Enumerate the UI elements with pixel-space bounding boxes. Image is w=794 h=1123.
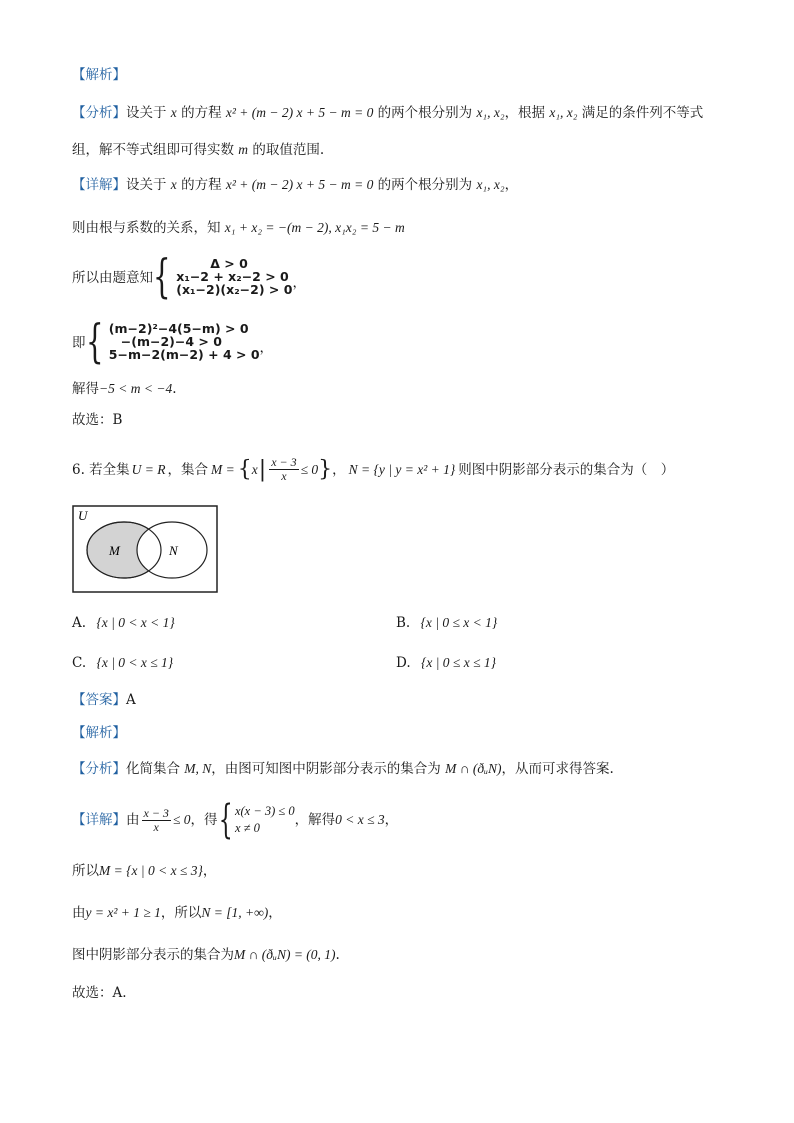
option-letter: A. xyxy=(72,615,87,631)
option-a[interactable] xyxy=(72,614,175,632)
text: 的取值范围. xyxy=(252,142,325,158)
question-6-stem xyxy=(72,456,674,483)
text: ， xyxy=(504,177,519,193)
solve-line xyxy=(72,380,177,398)
system-line: (m−2)²−4(5−m) > 0 xyxy=(108,320,249,336)
text: 6. 若全集 xyxy=(72,461,130,478)
text: ， xyxy=(384,812,399,828)
roots: x₁, x₂ xyxy=(476,105,505,120)
fenxi-tag: 【分析】 xyxy=(72,105,126,121)
venn-diagram xyxy=(72,505,218,593)
system-line: x ≠ 0 xyxy=(234,821,260,835)
bar: | xyxy=(258,456,267,482)
text: 解得 xyxy=(72,381,99,397)
left-brace: { xyxy=(85,314,104,368)
left-brace: { xyxy=(153,249,171,303)
text: 的两个根分别为 xyxy=(377,105,473,121)
option-letter: D. xyxy=(396,655,411,671)
option-set: {x | 0 < x < 1} xyxy=(96,615,175,630)
text: 的方程 xyxy=(181,177,222,193)
condition: ≤ 0 xyxy=(300,461,319,477)
text: ， xyxy=(259,340,274,356)
vieta-equation: x₁ + x₂ = −(m − 2), x₁x₂ = 5 − m xyxy=(224,220,405,235)
option-set: {x | 0 ≤ x ≤ 1} xyxy=(420,655,496,670)
solution: −5 < m < −4 xyxy=(99,381,173,396)
final-set: M ∩ (ðᵤN) = (0, 1) xyxy=(234,947,336,962)
analysis-line-2 xyxy=(72,141,324,159)
text: 所以 xyxy=(72,863,99,879)
option-letter: C. xyxy=(72,655,87,671)
text: 满足的条件列不等式 xyxy=(581,105,704,121)
text: ，得 xyxy=(190,812,218,828)
var-m: m xyxy=(238,142,249,157)
system-1 xyxy=(72,249,306,303)
sets-MN: M, N xyxy=(184,761,212,776)
system-line: Δ > 0 xyxy=(210,255,248,271)
denominator: x xyxy=(281,469,287,483)
text: ，集合 xyxy=(167,461,209,478)
label-M: M xyxy=(109,543,120,558)
equation: x² + (m − 2) x + 5 − m = 0 xyxy=(225,105,374,120)
q6-detail-line-3 xyxy=(72,904,282,922)
text: 设关于 xyxy=(126,105,167,121)
analysis-line-1 xyxy=(72,104,703,122)
range-inequality: y = x² + 1 ≥ 1 xyxy=(85,905,161,920)
text: 由 xyxy=(72,905,86,921)
system-line: −(m−2)−4 > 0 xyxy=(120,333,222,349)
text: 设关于 xyxy=(126,177,167,193)
text: ，从而可求得答案. xyxy=(501,761,614,777)
option-set: {x | 0 < x ≤ 1} xyxy=(96,655,174,670)
text: . xyxy=(335,947,340,963)
detail-line-1 xyxy=(72,176,518,194)
set-M-label: M = xyxy=(211,461,235,477)
label-N: N xyxy=(169,543,178,558)
system-line: 5−m−2(m−2) + 4 > 0 xyxy=(108,346,260,362)
condition: ≤ 0 xyxy=(172,812,191,827)
text: ， xyxy=(268,905,282,921)
roots: x₁, x₂ xyxy=(549,105,578,120)
q6-detail-line-4 xyxy=(72,946,340,964)
text: . xyxy=(172,381,177,397)
numerator: x − 3 xyxy=(271,455,297,469)
fraction xyxy=(269,456,298,483)
var-x: x xyxy=(170,105,177,120)
left-brace: { xyxy=(219,797,234,843)
system-line: (x₁−2)(x₂−2) > 0 xyxy=(176,281,293,297)
choice-line: 故选：B xyxy=(72,412,123,428)
text: 的两个根分别为 xyxy=(377,177,473,193)
answer-tag: 【答案】 xyxy=(72,692,126,708)
answer-line xyxy=(72,691,136,709)
option-set: {x | 0 ≤ x < 1} xyxy=(420,615,498,630)
text: 即 xyxy=(72,335,86,351)
option-d[interactable] xyxy=(396,654,496,672)
text: ， xyxy=(332,461,346,478)
answer-value: A xyxy=(126,692,136,708)
brace: } xyxy=(318,456,333,482)
numerator: x − 3 xyxy=(143,805,169,820)
text: 则图中阴影部分表示的集合为（ ） xyxy=(458,461,675,478)
text: 所以由题意知 xyxy=(72,270,153,286)
brace: { xyxy=(237,456,252,482)
denominator: x xyxy=(153,819,159,834)
analysis-tag: 【解析】 xyxy=(72,725,126,741)
text: 组，解不等式组即可得实数 xyxy=(72,142,234,158)
text: ， xyxy=(292,275,306,291)
label-U: U xyxy=(78,508,88,523)
set-N: N = {y | y = x² + 1} xyxy=(348,461,456,477)
set-M-result: M = {x | 0 < x ≤ 3} xyxy=(99,863,203,878)
q6-detail-line-2 xyxy=(72,862,216,880)
system-2 xyxy=(72,314,274,368)
option-letter: B. xyxy=(396,615,411,631)
text: ，由图可知图中阴影部分表示的集合为 xyxy=(211,761,441,777)
text: 由 xyxy=(126,812,140,828)
system-lines xyxy=(176,257,292,296)
analysis-tag: 【解析】 xyxy=(72,67,126,83)
equation: x² + (m − 2) x + 5 − m = 0 xyxy=(225,177,374,192)
xiangjie-tag: 【详解】 xyxy=(72,812,126,828)
fraction xyxy=(142,807,171,834)
var-x: x xyxy=(251,461,258,477)
system-line: x(x − 3) ≤ 0 xyxy=(234,804,295,818)
q6-detail-line-1 xyxy=(72,797,399,843)
shaded-expression: M ∩ (ðᵤN) xyxy=(445,761,502,776)
system-line: x₁−2 + x₂−2 > 0 xyxy=(176,268,289,284)
text: ，所以 xyxy=(160,905,202,921)
option-c[interactable] xyxy=(72,654,173,672)
system-lines xyxy=(235,803,295,837)
text: ，根据 xyxy=(504,105,546,121)
xiangjie-tag: 【详解】 xyxy=(72,177,126,193)
text: 化简集合 xyxy=(126,761,180,777)
fenxi-tag: 【分析】 xyxy=(72,761,126,777)
system-lines xyxy=(109,322,260,361)
set-N-result: N = [1, +∞) xyxy=(201,905,269,920)
text: 则由根与系数的关系，知 xyxy=(72,220,221,236)
text: 图中阴影部分表示的集合为 xyxy=(72,947,234,963)
roots: x₁, x₂ xyxy=(476,177,505,192)
text: ，解得 xyxy=(294,812,336,828)
universal-set: U = R xyxy=(131,461,166,477)
text: ， xyxy=(202,863,217,879)
var-x: x xyxy=(170,177,177,192)
vieta-line xyxy=(72,219,405,237)
solution: 0 < x ≤ 3 xyxy=(335,812,385,827)
q6-analysis-line xyxy=(72,760,614,778)
option-b[interactable] xyxy=(396,614,497,632)
text: 的方程 xyxy=(181,105,222,121)
q6-choice-line: 故选：A. xyxy=(72,985,127,1001)
